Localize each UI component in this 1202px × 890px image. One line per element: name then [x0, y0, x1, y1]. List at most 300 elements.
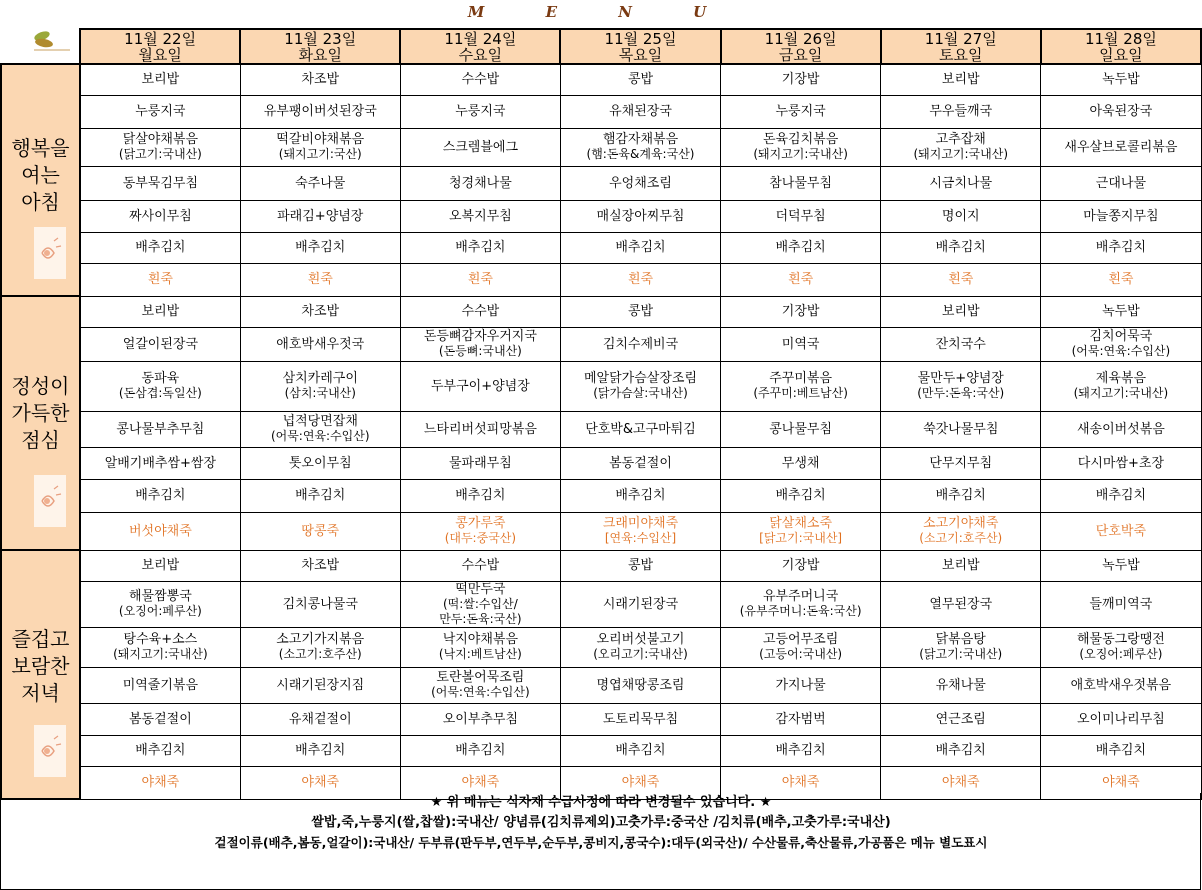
dish-cell	[721, 703, 881, 735]
dish-cell	[1041, 581, 1201, 627]
meal-label	[1, 296, 80, 550]
dish-cell	[560, 703, 720, 735]
dish-name: 배추김치	[1095, 488, 1147, 503]
dish-name: 물파래무침	[448, 455, 512, 471]
porridge-origin: [닭고기:국내산]	[759, 531, 843, 545]
dish-cell	[400, 232, 560, 263]
dish-name: 배추김치	[295, 743, 346, 758]
dish-cell	[721, 128, 881, 166]
dish-name: 배추김치	[455, 743, 506, 758]
dish-name: 기장밥	[781, 558, 820, 573]
dish-cell	[721, 479, 881, 512]
dish-cell	[80, 200, 240, 232]
dish-cell	[80, 232, 240, 263]
dish-origin: (떡:쌀:수입산/	[442, 596, 518, 611]
dish-cell	[560, 361, 720, 411]
day-header	[240, 29, 400, 64]
dish-cell	[881, 550, 1041, 581]
dish-cell	[240, 627, 400, 667]
dish-origin: (닭가슴살:국내산)	[593, 386, 688, 400]
dish-cell	[1041, 296, 1201, 327]
dish-cell	[560, 166, 720, 200]
dish-cell	[560, 411, 720, 447]
porridge-cell	[560, 263, 720, 296]
dish-origin: (만두:돈육:국산)	[917, 386, 1005, 400]
dish-name: 배추김치	[295, 240, 346, 255]
dish-cell	[80, 627, 240, 667]
dish-name: 배추김치	[615, 743, 666, 758]
dish-cell	[240, 361, 400, 411]
dish-cell	[400, 703, 560, 735]
dish-cell	[1041, 667, 1201, 703]
dish-name: 유채겉절이	[288, 711, 352, 727]
dish-name: 떡만두국	[455, 581, 506, 597]
dish-name: 배추김치	[295, 488, 346, 503]
porridge-name: 야채죽	[301, 775, 340, 790]
day-of-week: 화요일	[298, 45, 342, 64]
dish-name: 수수밥	[461, 304, 500, 319]
porridge-name: 버섯야채죽	[128, 523, 192, 539]
dish-name: 배추김치	[935, 743, 986, 758]
dish-row	[1, 361, 1201, 411]
dish-name: 얼갈이된장국	[122, 336, 199, 352]
dish-name: 녹두밥	[1102, 558, 1140, 573]
dish-name: 스크렘블에그	[442, 139, 519, 155]
dish-name: 청경채나물	[448, 175, 512, 191]
dish-row	[1, 627, 1201, 667]
dish-name: 김치수제비국	[602, 336, 679, 352]
dish-cell	[80, 667, 240, 703]
dish-origin: (소고기:호주산)	[278, 647, 362, 661]
dish-cell	[400, 361, 560, 411]
dish-cell	[400, 296, 560, 327]
dish-cell	[400, 95, 560, 128]
porridge-name: 크래미야채죽	[602, 516, 679, 531]
dish-origin: (돼지고기:국내산)	[1073, 386, 1169, 400]
dish-cell	[881, 232, 1041, 263]
dish-origin: (어묵:연육:수입산)	[270, 429, 370, 443]
meal-label-text	[2, 626, 79, 707]
dish-name: 보리밥	[941, 558, 980, 573]
day-date: 11월 22일	[124, 29, 197, 48]
dish-cell	[881, 581, 1041, 627]
porridge-cell	[80, 512, 240, 550]
dish-cell	[560, 95, 720, 128]
dish-name: 애호박새우젓국	[276, 336, 365, 352]
dish-name: 물만두+양념장	[917, 371, 1004, 386]
porridge-origin: (소고기:호주산)	[919, 531, 1003, 545]
dish-name: 메알닭가슴살장조림	[583, 371, 698, 386]
dish-name: 시래기된장지짐	[276, 677, 365, 693]
dish-name: 연근조림	[935, 711, 986, 727]
porridge-cell	[400, 263, 560, 296]
dish-cell	[560, 296, 720, 327]
porridge-name: 콩가루죽	[455, 516, 506, 531]
dish-cell	[721, 667, 881, 703]
dish-name: 단호박&고구마튀김	[585, 421, 696, 437]
dish-row	[1, 447, 1201, 479]
dish-name: 배추김치	[615, 488, 666, 503]
dish-name: 보리밥	[141, 72, 180, 88]
porridge-name: 흰죽	[307, 272, 333, 287]
dish-name: 주꾸미볶음	[769, 371, 833, 386]
dish-origin: (닭고기:국내산)	[919, 647, 1003, 661]
dish-cell	[80, 703, 240, 735]
dish-cell	[881, 361, 1041, 411]
dish-name: 단무지무침	[929, 455, 993, 471]
dish-name: 잔치국수	[935, 336, 986, 352]
dish-cell	[721, 627, 881, 667]
day-of-week: 수요일	[458, 45, 503, 64]
dish-cell	[1041, 128, 1201, 166]
dish-cell	[80, 327, 240, 361]
dish-cell	[881, 735, 1041, 766]
dish-name: 소고기가지볶음	[276, 632, 365, 647]
dish-name: 유채나물	[935, 677, 986, 693]
dish-origin: (돈삼겹:독일산)	[118, 386, 202, 400]
dish-cell	[560, 479, 720, 512]
day-header	[721, 29, 881, 64]
dish-cell	[240, 128, 400, 166]
dish-cell	[240, 581, 400, 627]
dish-name: 참나물무침	[769, 175, 833, 191]
porridge-name: 야채죽	[1102, 775, 1140, 790]
dish-name: 차조밥	[301, 72, 340, 88]
dish-name: 무생채	[781, 455, 820, 471]
dish-cell	[721, 232, 881, 263]
porridge-cell	[1041, 263, 1201, 296]
dish-name: 시금치나물	[929, 175, 993, 191]
meal-label-line: 여는	[21, 163, 60, 187]
dish-cell	[400, 550, 560, 581]
dish-name: 시래기된장국	[602, 596, 679, 612]
decorative-sketch-icon	[34, 227, 66, 279]
footer-origin-2: 겉절이류(배추,봄동,얼갈이):국내산/ 두부류(판두부,연두부,순두부,콩비지,콩국수):대두(외국산)/ 수산물류,축산물류,가공품은 메뉴 별도표시	[214, 835, 988, 850]
dish-cell	[881, 64, 1041, 95]
dish-cell	[400, 447, 560, 479]
meal-label-text	[2, 373, 79, 454]
dish-name: 탕수육+소스	[123, 632, 198, 647]
dish-name: 더덕무침	[775, 208, 826, 224]
dish-cell	[80, 411, 240, 447]
dish-cell	[400, 581, 560, 627]
porridge-origin: [연육:수입산]	[604, 531, 677, 545]
dish-origin: (오징어:페루산)	[1079, 647, 1163, 661]
dish-name: 톳오이무침	[288, 455, 352, 471]
decorative-sketch-icon	[34, 475, 66, 527]
dish-origin: (돼지고기:국산)	[278, 147, 362, 161]
dish-origin: (고등어:국내산)	[759, 647, 843, 661]
dish-row	[1, 166, 1201, 200]
dish-origin: (주꾸미:베트남산)	[753, 386, 848, 400]
dish-cell	[1041, 735, 1201, 766]
dish-name: 봄동겉절이	[128, 711, 192, 727]
meal-label-line: 아침	[21, 190, 60, 214]
dish-name: 배추김치	[1095, 743, 1147, 758]
dish-cell	[240, 550, 400, 581]
dish-row	[1, 411, 1201, 447]
porridge-cell	[881, 263, 1041, 296]
dish-cell	[400, 479, 560, 512]
dish-cell	[560, 667, 720, 703]
dish-name: 배추김치	[455, 240, 506, 255]
dish-row	[1, 581, 1201, 627]
dish-name: 돈육김치볶음	[762, 132, 839, 147]
dish-name: 녹두밥	[1102, 304, 1140, 319]
meal-label-line: 즐겁고	[11, 627, 70, 651]
dish-origin: (삼치:국내산)	[284, 386, 356, 400]
day-date: 11월 23일	[284, 29, 357, 48]
dish-row	[1, 232, 1201, 263]
dish-name: 두부구이+양념장	[430, 378, 530, 394]
day-header	[80, 29, 240, 64]
dish-cell	[240, 411, 400, 447]
dish-cell	[560, 64, 720, 95]
header-row	[1, 29, 1201, 64]
dish-cell	[721, 327, 881, 361]
dish-cell	[80, 166, 240, 200]
meal-label	[1, 64, 80, 296]
dish-name: 배추김치	[455, 488, 506, 503]
dish-cell	[721, 166, 881, 200]
dish-cell	[240, 703, 400, 735]
dish-name: 무우들깨국	[929, 104, 993, 119]
dish-name: 제육볶음	[1095, 371, 1147, 386]
dish-cell	[1041, 200, 1201, 232]
day-header	[881, 29, 1041, 64]
dish-origin: (돼지고기:국내산)	[113, 647, 208, 661]
dish-name: 넙적당면잡채	[282, 414, 358, 429]
dish-origin: (어묵:연육:수입산)	[1071, 344, 1171, 358]
dish-name: 감자범벅	[775, 711, 826, 727]
decorative-sketch-icon	[34, 725, 66, 777]
dish-name: 해물동그랑땡전	[1076, 632, 1165, 647]
dish-name: 오리버섯불고기	[596, 632, 685, 647]
dish-cell	[881, 667, 1041, 703]
meal-label-text	[2, 135, 79, 216]
dish-cell	[560, 447, 720, 479]
dish-cell	[560, 627, 720, 667]
porridge-cell	[240, 263, 400, 296]
dish-cell	[80, 361, 240, 411]
day-of-week: 일요일	[1099, 45, 1143, 64]
dish-cell	[400, 200, 560, 232]
day-header	[560, 29, 720, 64]
dish-name: 근대나물	[1095, 175, 1147, 191]
day-of-week: 토요일	[939, 45, 983, 64]
dish-origin: (낙지:베트남산)	[438, 647, 522, 661]
dish-cell	[1041, 627, 1201, 667]
dish-cell	[80, 64, 240, 95]
dish-name: 열무된장국	[929, 596, 993, 612]
dish-cell	[560, 128, 720, 166]
dish-cell	[560, 232, 720, 263]
dish-row	[1, 296, 1201, 327]
dish-name: 유부팽이버섯된장국	[263, 104, 377, 119]
dish-origin: (돼지고기:국내산)	[913, 147, 1009, 161]
dish-cell	[240, 735, 400, 766]
dish-row	[1, 128, 1201, 166]
dish-name: 누룽지국	[455, 104, 506, 119]
dish-name: 매실장아찌무침	[596, 208, 685, 224]
dish-cell	[721, 64, 881, 95]
dish-cell	[881, 327, 1041, 361]
porridge-cell	[721, 263, 881, 296]
dish-name: 배추김치	[775, 240, 826, 255]
dish-cell	[80, 447, 240, 479]
dish-cell	[400, 411, 560, 447]
porridge-cell	[80, 263, 240, 296]
dish-cell	[721, 581, 881, 627]
dish-name: 차조밥	[301, 304, 340, 319]
dish-cell	[80, 95, 240, 128]
porridge-cell	[400, 512, 560, 550]
porridge-name: 흰죽	[788, 272, 814, 287]
dish-name: 우엉채조림	[609, 175, 672, 191]
porridge-name: 흰죽	[1108, 272, 1134, 287]
porridge-cell	[1041, 512, 1201, 550]
dish-row	[1, 667, 1201, 703]
dish-cell	[400, 735, 560, 766]
dish-cell	[80, 735, 240, 766]
dish-name: 누룽지국	[135, 104, 186, 119]
day-date: 11월 28일	[1084, 29, 1157, 48]
dish-cell	[560, 581, 720, 627]
dish-name: 아욱된장국	[1089, 104, 1153, 119]
weekly-menu-table	[0, 28, 1202, 800]
dish-name: 김치어묵국	[1089, 329, 1153, 344]
menu-title: M E N U	[467, 3, 735, 21]
dish-cell	[240, 95, 400, 128]
dish-name: 삼치카레구이	[282, 371, 358, 386]
dish-cell	[240, 479, 400, 512]
dish-row	[1, 550, 1201, 581]
dish-cell	[1041, 361, 1201, 411]
dish-row	[1, 735, 1201, 766]
dish-cell	[80, 296, 240, 327]
footer-origin-1: 쌀밥,죽,누룽지(쌀,찹쌀):국내산/ 양념류(김치류제외)고춧가루:중국산 /김치류(배추,고춧가루:국내산)	[311, 815, 891, 830]
porridge-name: 야채죽	[941, 775, 980, 790]
day-of-week: 목요일	[618, 45, 663, 64]
dish-name: 수수밥	[461, 558, 500, 573]
dish-name: 기장밥	[781, 304, 820, 319]
day-of-week: 월요일	[138, 45, 182, 64]
dish-name: 배추김치	[135, 743, 186, 758]
porridge-name: 흰죽	[467, 272, 493, 287]
logo-cell	[1, 29, 80, 64]
dish-cell	[1041, 95, 1201, 128]
dish-cell	[721, 735, 881, 766]
dish-cell	[80, 581, 240, 627]
meal-label	[1, 550, 80, 799]
dish-origin: (오징어:페루산)	[118, 604, 202, 618]
meal-label-line: 저녁	[21, 681, 60, 705]
dish-name: 오이부추무침	[442, 711, 519, 727]
dish-cell	[80, 128, 240, 166]
dish-name: 닭볶음탕	[935, 632, 986, 647]
dish-name: 배추김치	[775, 488, 826, 503]
dish-name: 콩나물부추무침	[116, 421, 205, 437]
dish-name: 쑥갓나물무침	[923, 421, 999, 437]
dish-cell	[881, 479, 1041, 512]
dish-name: 동파육	[141, 371, 180, 386]
dish-cell	[1041, 447, 1201, 479]
porridge-row	[1, 263, 1201, 296]
dish-name: 짜사이무침	[128, 208, 192, 224]
dish-name: 배추김치	[1095, 240, 1147, 255]
dish-name: 느타리버섯피망볶음	[423, 421, 537, 437]
meal-label-line: 점심	[21, 428, 60, 452]
dish-name: 알배기배추쌈+쌈장	[104, 455, 217, 471]
dish-cell	[721, 411, 881, 447]
dish-name: 유채된장국	[609, 104, 672, 119]
dish-cell	[881, 95, 1041, 128]
meal-label-line: 행복을	[11, 136, 70, 160]
dish-origin: (어묵:연육:수입산)	[431, 685, 530, 699]
dish-cell	[721, 550, 881, 581]
porridge-name: 땅콩죽	[301, 523, 340, 539]
dish-name: 녹두밥	[1102, 72, 1140, 88]
dish-name: 닭살야채볶음	[122, 132, 199, 147]
dish-name: 오복지무침	[448, 208, 512, 224]
dish-cell	[240, 232, 400, 263]
meal-label-line: 보람찬	[11, 654, 70, 678]
dish-cell	[240, 200, 400, 232]
dish-origin: (닭고기:국내산)	[118, 147, 202, 161]
porridge-cell	[721, 512, 881, 550]
dish-row	[1, 200, 1201, 232]
footer-notice: ★ 위 메뉴는 식자재 수급사정에 따라 변경될수 있습니다. ★	[430, 795, 772, 810]
dish-name: 보리밥	[141, 558, 180, 573]
dish-cell	[400, 64, 560, 95]
dish-cell	[80, 550, 240, 581]
dish-cell	[240, 64, 400, 95]
dish-cell	[1041, 166, 1201, 200]
dish-cell	[881, 703, 1041, 735]
dish-cell	[881, 447, 1041, 479]
dish-name: 토란볼어묵조림	[436, 670, 525, 685]
dish-row	[1, 703, 1201, 735]
dish-name: 도토리묵무침	[602, 711, 679, 727]
day-date: 11월 26일	[764, 29, 837, 48]
dish-name: 배추김치	[135, 240, 186, 255]
dish-cell	[240, 447, 400, 479]
dish-name: 배추김치	[615, 240, 666, 255]
dish-cell	[881, 627, 1041, 667]
dish-name: 배추김치	[935, 240, 986, 255]
dish-name: 콩나물무침	[769, 421, 833, 437]
dish-cell	[1041, 550, 1201, 581]
dish-name: 오이미나리무침	[1076, 711, 1165, 727]
dish-cell	[721, 361, 881, 411]
dish-cell	[240, 327, 400, 361]
dish-row	[1, 95, 1201, 128]
dish-name: 마늘쫑지무침	[1083, 208, 1159, 224]
dish-origin: (돈등뼈:국내산)	[438, 344, 522, 358]
dish-cell	[240, 296, 400, 327]
dish-origin-2: 만두:돈육:국산)	[439, 611, 522, 626]
porridge-cell	[560, 512, 720, 550]
dish-name: 미역국	[781, 336, 820, 352]
day-header	[1041, 29, 1201, 64]
dish-name: 콩밥	[627, 72, 654, 88]
dish-cell	[400, 327, 560, 361]
dish-name: 가지나물	[775, 677, 826, 693]
porridge-origin: (대두:중국산)	[444, 531, 517, 545]
dish-cell	[560, 550, 720, 581]
dish-cell	[560, 735, 720, 766]
dish-name: 애호박새우젓볶음	[1070, 677, 1172, 693]
